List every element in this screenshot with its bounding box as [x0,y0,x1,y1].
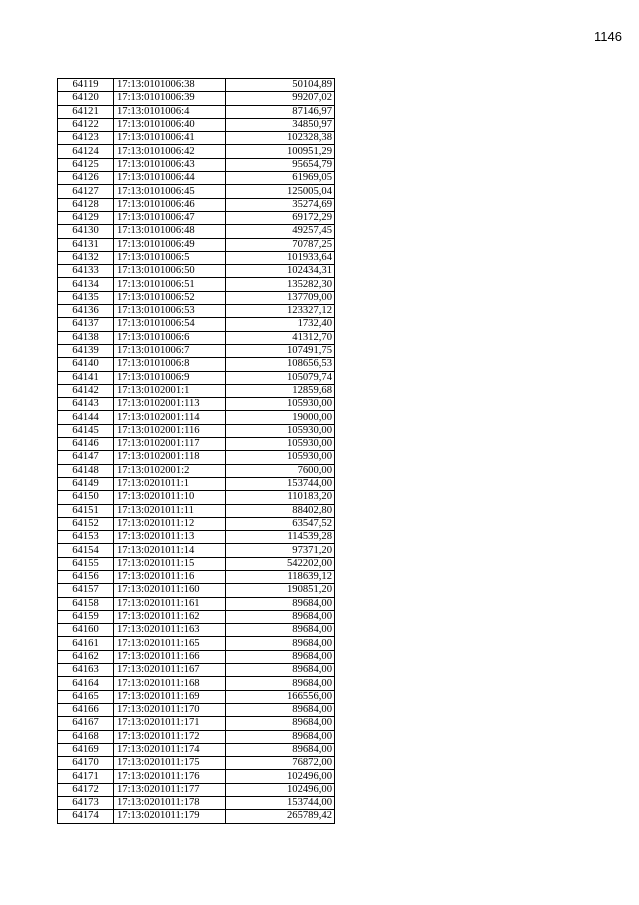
cadastral-number-cell: 17:13:0201011:174 [114,743,226,756]
row-number-cell: 64170 [58,757,114,770]
table-row [58,211,335,224]
cadastral-number-cell: 17:13:0101006:7 [114,344,226,357]
cadastral-number-cell: 17:13:0201011:169 [114,690,226,703]
row-number-cell: 64168 [58,730,114,743]
row-number-cell: 64142 [58,384,114,397]
value-cell: 49257,45 [226,225,335,238]
table-row [58,105,335,118]
cadastral-number-cell: 17:13:0101006:46 [114,198,226,211]
row-number-cell: 64162 [58,650,114,663]
table-row [58,557,335,570]
value-cell: 89684,00 [226,637,335,650]
table-body [58,79,335,824]
table-row [58,92,335,105]
value-cell: 166556,00 [226,690,335,703]
cadastral-number-cell: 17:13:0201011:160 [114,584,226,597]
cadastral-number-cell: 17:13:0201011:171 [114,717,226,730]
row-number-cell: 64169 [58,743,114,756]
cadastral-number-cell: 17:13:0201011:12 [114,517,226,530]
value-cell: 63547,52 [226,517,335,530]
row-number-cell: 64155 [58,557,114,570]
value-cell: 105079,74 [226,371,335,384]
value-cell: 89684,00 [226,597,335,610]
row-number-cell: 64139 [58,344,114,357]
value-cell: 89684,00 [226,664,335,677]
value-cell: 89684,00 [226,717,335,730]
cadastral-number-cell: 17:13:0101006:6 [114,331,226,344]
row-number-cell: 64135 [58,291,114,304]
value-cell: 108656,53 [226,358,335,371]
cadastral-number-cell: 17:13:0201011:162 [114,610,226,623]
cadastral-number-cell: 17:13:0102001:113 [114,398,226,411]
value-cell: 88402,80 [226,504,335,517]
table-row [58,477,335,490]
value-cell: 99207,02 [226,92,335,105]
row-number-cell: 64133 [58,265,114,278]
cadastral-number-cell: 17:13:0101006:53 [114,305,226,318]
row-number-cell: 64164 [58,677,114,690]
cadastral-number-cell: 17:13:0102001:1 [114,384,226,397]
table-row [58,225,335,238]
cadastral-number-cell: 17:13:0201011:15 [114,557,226,570]
value-cell: 125005,04 [226,185,335,198]
row-number-cell: 64171 [58,770,114,783]
value-cell: 12859,68 [226,384,335,397]
value-cell: 101933,64 [226,251,335,264]
value-cell: 153744,00 [226,797,335,810]
cadastral-number-cell: 17:13:0201011:172 [114,730,226,743]
table-row [58,570,335,583]
row-number-cell: 64156 [58,570,114,583]
cadastral-number-cell: 17:13:0101006:43 [114,158,226,171]
table-row [58,650,335,663]
table-row [58,305,335,318]
table-row [58,145,335,158]
value-cell: 7600,00 [226,464,335,477]
cadastral-number-cell: 17:13:0201011:13 [114,531,226,544]
row-number-cell: 64160 [58,624,114,637]
value-cell: 102434,31 [226,265,335,278]
table-row [58,770,335,783]
value-cell: 89684,00 [226,610,335,623]
value-cell: 105930,00 [226,451,335,464]
table-row [58,584,335,597]
table-row [58,132,335,145]
value-cell: 102496,00 [226,783,335,796]
table-row [58,344,335,357]
value-cell: 114539,28 [226,531,335,544]
table-row [58,331,335,344]
cadastral-number-cell: 17:13:0201011:170 [114,703,226,716]
table-row [58,797,335,810]
row-number-cell: 64130 [58,225,114,238]
row-number-cell: 64150 [58,491,114,504]
row-number-cell: 64161 [58,637,114,650]
row-number-cell: 64138 [58,331,114,344]
value-cell: 153744,00 [226,477,335,490]
row-number-cell: 64147 [58,451,114,464]
cadastral-number-cell: 17:13:0101006:52 [114,291,226,304]
table-row [58,664,335,677]
table-row [58,717,335,730]
table-row [58,251,335,264]
value-cell: 70787,25 [226,238,335,251]
row-number-cell: 64167 [58,717,114,730]
value-cell: 87146,97 [226,105,335,118]
row-number-cell: 64159 [58,610,114,623]
row-number-cell: 64154 [58,544,114,557]
value-cell: 41312,70 [226,331,335,344]
cadastral-number-cell: 17:13:0201011:1 [114,477,226,490]
value-cell: 105930,00 [226,398,335,411]
row-number-cell: 64120 [58,92,114,105]
table-row [58,504,335,517]
table-row [58,158,335,171]
row-number-cell: 64127 [58,185,114,198]
cadastral-number-cell: 17:13:0101006:38 [114,79,226,92]
row-number-cell: 64172 [58,783,114,796]
cadastral-number-cell: 17:13:0101006:8 [114,358,226,371]
table-row [58,278,335,291]
row-number-cell: 64132 [58,251,114,264]
row-number-cell: 64153 [58,531,114,544]
table-row [58,398,335,411]
cadastral-number-cell: 17:13:0201011:11 [114,504,226,517]
table-row [58,491,335,504]
cadastral-number-cell: 17:13:0101006:47 [114,211,226,224]
table-row [58,384,335,397]
row-number-cell: 64131 [58,238,114,251]
table-row [58,318,335,331]
table-row [58,810,335,823]
row-number-cell: 64148 [58,464,114,477]
table-row [58,411,335,424]
table-row [58,424,335,437]
table-row [58,371,335,384]
value-cell: 118639,12 [226,570,335,583]
value-cell: 100951,29 [226,145,335,158]
value-cell: 89684,00 [226,650,335,663]
value-cell: 105930,00 [226,438,335,451]
row-number-cell: 64122 [58,118,114,131]
row-number-cell: 64166 [58,703,114,716]
table-row [58,451,335,464]
table-row [58,118,335,131]
page-number: 1146 [594,29,622,44]
cadastral-number-cell: 17:13:0101006:39 [114,92,226,105]
cadastral-number-cell: 17:13:0201011:177 [114,783,226,796]
cadastral-number-cell: 17:13:0101006:54 [114,318,226,331]
row-number-cell: 64137 [58,318,114,331]
row-number-cell: 64124 [58,145,114,158]
row-number-cell: 64141 [58,371,114,384]
value-cell: 89684,00 [226,743,335,756]
cadastral-number-cell: 17:13:0101006:41 [114,132,226,145]
cadastral-number-cell: 17:13:0201011:166 [114,650,226,663]
table-row [58,438,335,451]
cadastral-number-cell: 17:13:0101006:4 [114,105,226,118]
row-number-cell: 64121 [58,105,114,118]
row-number-cell: 64158 [58,597,114,610]
table-row [58,703,335,716]
cadastral-number-cell: 17:13:0101006:50 [114,265,226,278]
cadastral-number-cell: 17:13:0201011:176 [114,770,226,783]
cadastral-number-cell: 17:13:0101006:48 [114,225,226,238]
row-number-cell: 64119 [58,79,114,92]
row-number-cell: 64173 [58,797,114,810]
value-cell: 95654,79 [226,158,335,171]
value-cell: 34850,97 [226,118,335,131]
table-row [58,730,335,743]
value-cell: 61969,05 [226,172,335,185]
value-cell: 89684,00 [226,677,335,690]
table-row [58,690,335,703]
table-row [58,358,335,371]
row-number-cell: 64151 [58,504,114,517]
cadastral-number-cell: 17:13:0201011:165 [114,637,226,650]
value-cell: 1732,40 [226,318,335,331]
cadastral-number-cell: 17:13:0201011:163 [114,624,226,637]
table-row [58,265,335,278]
cadastral-number-cell: 17:13:0102001:114 [114,411,226,424]
table-row [58,172,335,185]
row-number-cell: 64140 [58,358,114,371]
value-cell: 35274,69 [226,198,335,211]
row-number-cell: 64128 [58,198,114,211]
table-row [58,464,335,477]
row-number-cell: 64134 [58,278,114,291]
value-cell: 97371,20 [226,544,335,557]
value-cell: 123327,12 [226,305,335,318]
row-number-cell: 64136 [58,305,114,318]
table-row [58,517,335,530]
cadastral-number-cell: 17:13:0102001:117 [114,438,226,451]
cadastral-number-cell: 17:13:0101006:45 [114,185,226,198]
table-row [58,597,335,610]
table-row [58,185,335,198]
row-number-cell: 64174 [58,810,114,823]
row-number-cell: 64145 [58,424,114,437]
cadastral-number-cell: 17:13:0201011:175 [114,757,226,770]
cadastral-number-cell: 17:13:0101006:42 [114,145,226,158]
cadastral-number-cell: 17:13:0201011:161 [114,597,226,610]
table-row [58,610,335,623]
value-cell: 137709,00 [226,291,335,304]
row-number-cell: 64146 [58,438,114,451]
cadastral-number-cell: 17:13:0201011:167 [114,664,226,677]
cadastral-number-cell: 17:13:0102001:116 [114,424,226,437]
value-cell: 76872,00 [226,757,335,770]
cadastral-number-cell: 17:13:0201011:14 [114,544,226,557]
value-cell: 107491,75 [226,344,335,357]
cadastral-number-cell: 17:13:0101006:40 [114,118,226,131]
table-row [58,544,335,557]
row-number-cell: 64125 [58,158,114,171]
value-cell: 102496,00 [226,770,335,783]
value-cell: 89684,00 [226,624,335,637]
cadastral-number-cell: 17:13:0102001:118 [114,451,226,464]
value-cell: 542202,00 [226,557,335,570]
cadastral-number-cell: 17:13:0201011:168 [114,677,226,690]
value-cell: 69172,29 [226,211,335,224]
table-row [58,757,335,770]
row-number-cell: 64152 [58,517,114,530]
value-cell: 110183,20 [226,491,335,504]
table-row [58,743,335,756]
value-cell: 105930,00 [226,424,335,437]
row-number-cell: 64143 [58,398,114,411]
value-cell: 19000,00 [226,411,335,424]
row-number-cell: 64165 [58,690,114,703]
table-row [58,677,335,690]
cadastral-number-cell: 17:13:0201011:10 [114,491,226,504]
cadastral-number-cell: 17:13:0201011:178 [114,797,226,810]
value-cell: 135282,30 [226,278,335,291]
table-row [58,79,335,92]
row-number-cell: 64163 [58,664,114,677]
value-cell: 265789,42 [226,810,335,823]
value-cell: 50104,89 [226,79,335,92]
table-row [58,531,335,544]
cadastral-number-cell: 17:13:0101006:51 [114,278,226,291]
cadastral-number-cell: 17:13:0201011:179 [114,810,226,823]
table-row [58,624,335,637]
cadastral-number-cell: 17:13:0102001:2 [114,464,226,477]
row-number-cell: 64123 [58,132,114,145]
row-number-cell: 64129 [58,211,114,224]
table-row [58,637,335,650]
table-row [58,783,335,796]
row-number-cell: 64126 [58,172,114,185]
table-row [58,198,335,211]
value-cell: 89684,00 [226,703,335,716]
cadastral-value-table [57,78,335,824]
row-number-cell: 64149 [58,477,114,490]
cadastral-number-cell: 17:13:0101006:5 [114,251,226,264]
value-cell: 89684,00 [226,730,335,743]
cadastral-number-cell: 17:13:0101006:44 [114,172,226,185]
value-cell: 190851,20 [226,584,335,597]
value-cell: 102328,38 [226,132,335,145]
row-number-cell: 64144 [58,411,114,424]
cadastral-number-cell: 17:13:0101006:49 [114,238,226,251]
cadastral-number-cell: 17:13:0101006:9 [114,371,226,384]
cadastral-number-cell: 17:13:0201011:16 [114,570,226,583]
table-row [58,238,335,251]
row-number-cell: 64157 [58,584,114,597]
table-row [58,291,335,304]
